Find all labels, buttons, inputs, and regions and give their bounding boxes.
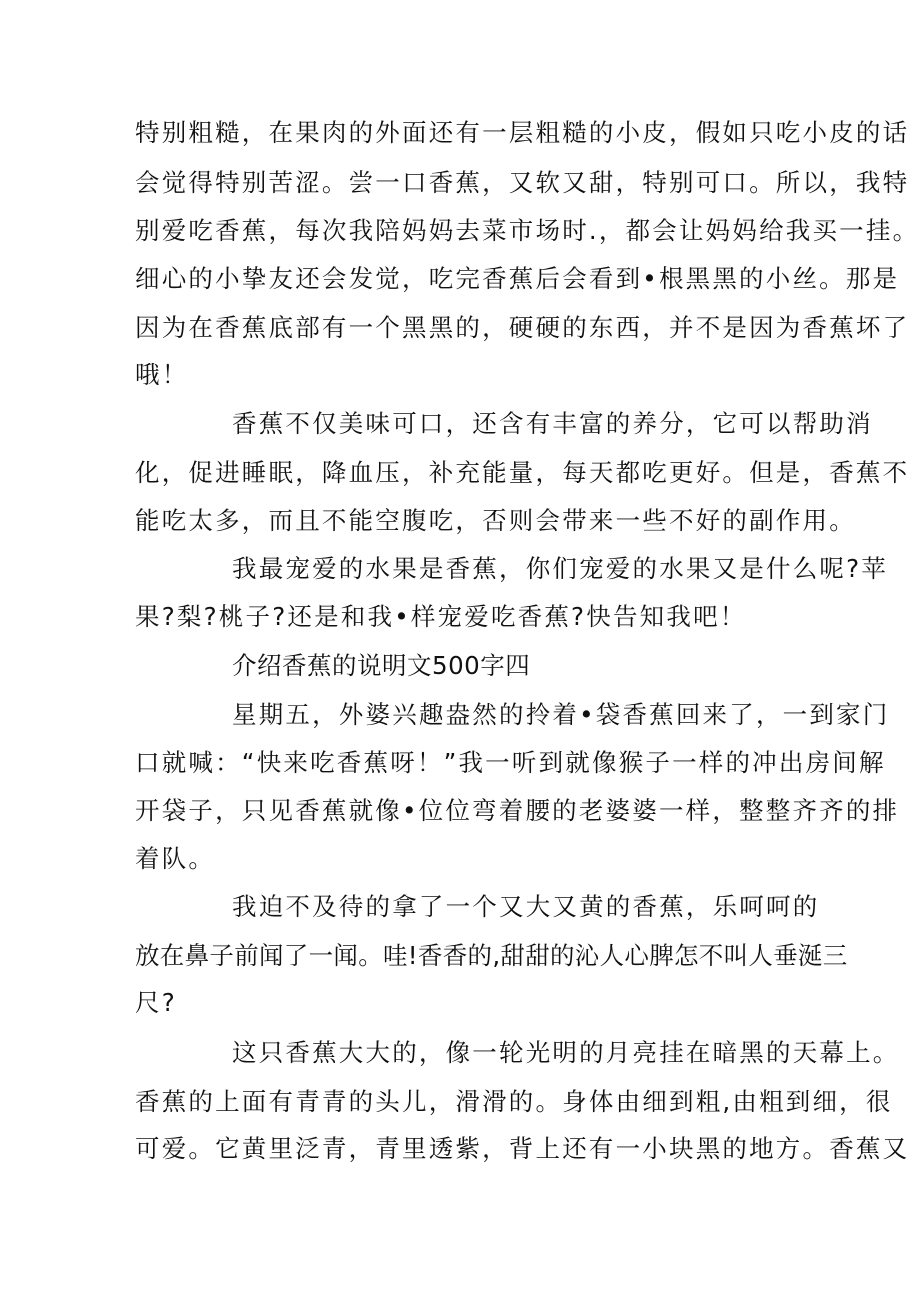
text-line: 尺? xyxy=(135,988,177,1017)
text-line: 会觉得特别苦涩。尝一口香蕉，又软又甜，特别可口。所以，我特 xyxy=(135,168,910,197)
paragraph-start-line: 我迫不及待的拿了一个又大又黄的香蕉，乐呵呵的 xyxy=(232,892,820,921)
text-line: 口就喊：“快来吃香蕉呀！”我一听到就像猴子一样的冲出房间解 xyxy=(135,748,886,777)
text-line: 化，促进睡眠，降血压，补充能量，每天都吃更好。但是，香蕉不 xyxy=(135,458,910,487)
text-line: 果?梨?桃子?还是和我•样宠爱吃香蕉?快告知我吧！ xyxy=(135,602,747,631)
text-line: 因为在香蕉底部有一个黑黑的，硬硬的东西，并不是因为香蕉坏了 xyxy=(135,313,910,342)
text-line: 着队。 xyxy=(135,844,216,873)
paragraph-start-line: 星期五，外婆兴趣盎然的拎着•袋香蕉回来了，一到家门 xyxy=(232,700,890,729)
text-line: 能吃太多，而且不能空腹吃，否则会带来一些不好的副作用。 xyxy=(135,506,856,535)
paragraph-start-line: 香蕉不仅美味可口，还含有丰富的养分，它可以帮助消 xyxy=(232,409,873,438)
paragraph-start-line: 我最宠爱的水果是香蕉，你们宠爱的水果又是什么呢?苹 xyxy=(232,554,889,583)
text-line: 可爱。它黄里泛青，青里透紫，背上还有一小块黑的地方。香蕉又 xyxy=(135,1134,910,1163)
section-heading: 介绍香蕉的说明文500字四 xyxy=(232,651,531,680)
text-line: 哦！ xyxy=(135,360,189,389)
text-line: 香蕉的上面有青青的头儿，滑滑的。身体由细到粗,由粗到细，很 xyxy=(135,1087,893,1116)
text-line: 别爱吃香蕉，每次我陪妈妈去菜市场时.，都会让妈妈给我买一挂。 xyxy=(135,216,920,245)
text-line: 特别粗糙，在果肉的外面还有一层粗糙的小皮，假如只吃小皮的话 xyxy=(135,118,910,147)
paragraph-start-line: 这只香蕉大大的，像一轮光明的月亮挂在暗黑的天幕上。 xyxy=(232,1038,900,1067)
text-line: 细心的小挚友还会发觉，吃完香蕉后会看到•根黑黑的小丝。那是 xyxy=(135,264,900,293)
text-line: 开袋子，只见香蕉就像•位位弯着腰的老婆婆一样，整整齐齐的排 xyxy=(135,796,900,825)
text-line: 放在鼻子前闻了一闻。哇!香香的,甜甜的沁人心脾怎不叫人垂涎三 xyxy=(135,941,848,970)
